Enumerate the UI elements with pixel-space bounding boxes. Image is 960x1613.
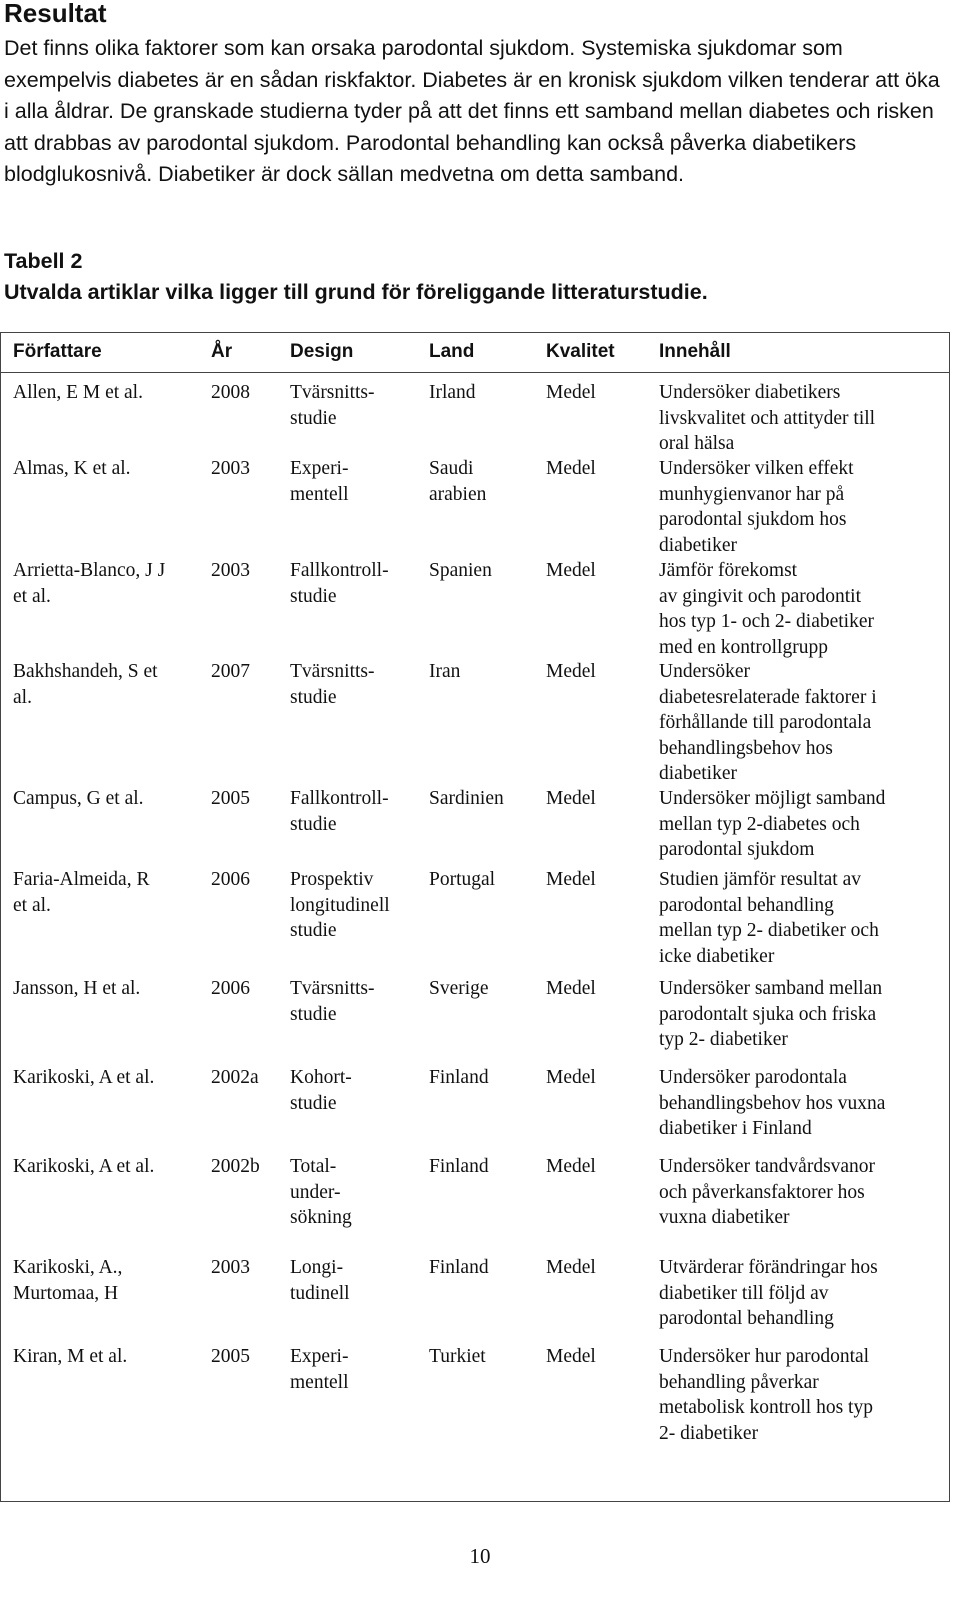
table-title: Utvalda artiklar vilka ligger till grund för föreliggande litteraturstudie. (4, 280, 708, 304)
header-quality: Kvalitet (546, 341, 615, 362)
cell-design: Experi- mentell (290, 458, 349, 505)
cell-content: Undersöker samband mellan parodontalt sjuka och friska typ 2- diabetiker (659, 978, 883, 1050)
cell-country: Sverige (429, 978, 489, 999)
cell-year: 2002b (211, 1156, 260, 1177)
cell-year: 2008 (211, 382, 250, 403)
header-year: År (211, 341, 233, 362)
cell-year: 2003 (211, 1257, 250, 1278)
header-author: Författare (13, 341, 102, 362)
cell-design: Kohort- studie (290, 1067, 352, 1114)
cell-design: Fallkontroll- studie (290, 788, 389, 835)
cell-country: Portugal (429, 869, 496, 890)
cell-author: Faria-Almeida, R et al. (13, 869, 150, 916)
cell-country: Sardinien (429, 788, 504, 809)
cell-content: Undersöker parodontala behandlingsbehov hos vuxna diabetiker i Finland (659, 1067, 886, 1139)
cell-quality: Medel (546, 1067, 596, 1088)
cell-content: Utvärderar förändringar hos diabetiker till följd av parodontal behandling (659, 1257, 878, 1329)
cell-country: Irland (429, 382, 476, 403)
header-country: Land (429, 341, 475, 362)
cell-year: 2005 (211, 1346, 250, 1367)
cell-country: Saudi arabien (429, 458, 487, 505)
cell-author: Jansson, H et al. (13, 978, 141, 999)
cell-quality: Medel (546, 458, 596, 479)
cell-content: Undersöker tandvårdsvanor och påverkansfaktorer hos vuxna diabetiker (659, 1156, 876, 1228)
cell-author: Allen, E M et al. (13, 382, 143, 403)
cell-design: Longi- tudinell (290, 1257, 350, 1304)
section-heading: Resultat (4, 0, 107, 28)
cell-year: 2007 (211, 661, 250, 682)
cell-author: Karikoski, A., Murtomaa, H (13, 1257, 123, 1304)
cell-quality: Medel (546, 978, 596, 999)
cell-country: Spanien (429, 560, 492, 581)
table-header (1, 333, 949, 373)
cell-design: Tvärsnitts- studie (290, 382, 375, 429)
cell-country: Finland (429, 1067, 489, 1088)
cell-quality: Medel (546, 1257, 596, 1278)
cell-content: Undersöker diabetesrelaterade faktorer i förhållande till parodontala behandlingsbehov hos diabetiker (659, 661, 877, 784)
page-number: 10 (469, 1544, 491, 1568)
cell-quality: Medel (546, 661, 596, 682)
cell-year: 2002a (211, 1067, 259, 1088)
cell-year: 2006 (211, 978, 250, 999)
cell-design: Tvärsnitts- studie (290, 978, 375, 1025)
body-paragraph: Det finns olika faktorer som kan orsaka parodontal sjukdom. Systemiska sjukdomar som exempelvis diabetes är en sådan riskfaktor. Diabetes är en kronisk sjukdom vilken tenderar att öka i alla åldrar. De granskade studierna tyder på att det finns ett samband mellan diabetes och risken att drabbas av parodontal sjukdom. Parodontal behandling kan också påverka diabetikers blodglukosnivå. Diabetiker är dock sällan medvetna om detta samband. (4, 36, 940, 186)
cell-quality: Medel (546, 382, 596, 403)
cell-design: Total- under- sökning (290, 1156, 352, 1228)
cell-country: Turkiet (429, 1346, 486, 1367)
cell-year: 2005 (211, 788, 250, 809)
table-label: Tabell 2 (4, 249, 83, 273)
cell-author: Arrietta-Blanco, J J et al. (13, 560, 166, 607)
cell-country: Finland (429, 1257, 489, 1278)
cell-author: Karikoski, A et al. (13, 1067, 155, 1088)
cell-content: Jämför förekomst av gingivit och parodontit hos typ 1- och 2- diabetiker med en kontrollgrupp (659, 560, 874, 658)
cell-author: Campus, G et al. (13, 788, 144, 809)
header-design: Design (290, 341, 354, 362)
cell-quality: Medel (546, 1156, 596, 1177)
cell-quality: Medel (546, 560, 596, 581)
cell-country: Finland (429, 1156, 489, 1177)
cell-quality: Medel (546, 869, 596, 890)
cell-quality: Medel (546, 788, 596, 809)
cell-author: Bakhshandeh, S et al. (13, 661, 158, 708)
cell-content: Undersöker vilken effekt munhygienvanor har på parodontal sjukdom hos diabetiker (659, 458, 854, 556)
table-caption (4, 246, 944, 308)
cell-content: Undersöker hur parodontal behandling påverkar metabolisk kontroll hos typ 2- diabetiker (659, 1346, 873, 1444)
articles-table (0, 332, 950, 1502)
header-content: Innehåll (659, 341, 731, 362)
cell-design: Fallkontroll- studie (290, 560, 389, 607)
cell-author: Kiran, M et al. (13, 1346, 128, 1367)
cell-content: Undersöker diabetikers livskvalitet och attityder till oral hälsa (659, 382, 876, 454)
cell-country: Iran (429, 661, 461, 682)
cell-author: Almas, K et al. (13, 458, 131, 479)
cell-content: Undersöker möjligt samband mellan typ 2-diabetes och parodontal sjukdom (659, 788, 886, 860)
cell-content: Studien jämför resultat av parodontal behandling mellan typ 2- diabetiker och icke diabetiker (659, 869, 879, 967)
cell-author: Karikoski, A et al. (13, 1156, 155, 1177)
cell-design: Tvärsnitts- studie (290, 661, 375, 708)
cell-design: Prospektiv longitudinell studie (290, 869, 390, 941)
cell-year: 2003 (211, 560, 250, 581)
cell-year: 2003 (211, 458, 250, 479)
cell-quality: Medel (546, 1346, 596, 1367)
cell-year: 2006 (211, 869, 250, 890)
cell-design: Experi- mentell (290, 1346, 349, 1393)
